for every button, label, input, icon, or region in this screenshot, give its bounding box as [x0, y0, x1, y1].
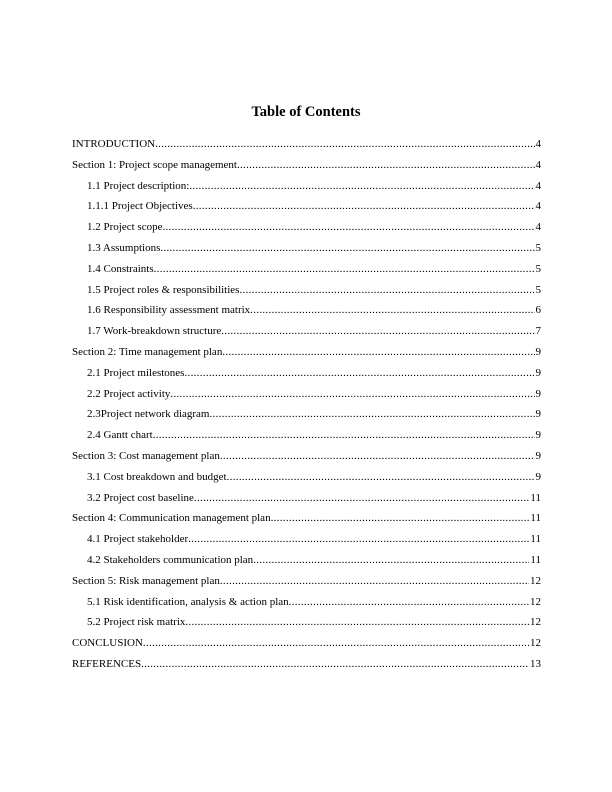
toc-entry-section-2[interactable]: [72, 342, 541, 363]
toc-entry-title: CONCLUSION: [72, 637, 143, 650]
toc-entry-section-3[interactable]: [72, 446, 541, 467]
toc-entry-conclusion[interactable]: [72, 633, 541, 654]
toc-entry-page: 5: [535, 262, 541, 275]
toc-entry-section-5[interactable]: [72, 571, 541, 592]
dot-leader: [220, 446, 535, 467]
toc-entry-page: 9: [535, 449, 541, 462]
toc-entry-page: 5: [535, 241, 541, 254]
toc-entry-title: 1.1 Project description:: [87, 179, 190, 192]
dot-leader: [222, 342, 534, 363]
dot-leader: [194, 488, 529, 509]
toc-entry-page: 4: [535, 158, 541, 171]
toc-entry-title: REFERENCES: [72, 657, 142, 670]
toc-entry-title: 1.4 Constraints: [87, 262, 154, 275]
toc-entry-1-6[interactable]: [72, 300, 541, 321]
toc-entry-2-2[interactable]: [72, 384, 541, 405]
toc-entry-5-2[interactable]: [72, 612, 541, 633]
toc-entry-page: 12: [530, 616, 541, 629]
toc-entry-page: 12: [530, 637, 541, 650]
toc-entry-page: 4: [535, 221, 541, 234]
dot-leader: [155, 134, 534, 155]
toc-entry-title: 2.2 Project activity: [87, 387, 171, 400]
toc-entry-1-7[interactable]: [72, 321, 541, 342]
toc-entry-title: 2.4 Gantt chart: [87, 429, 153, 442]
toc-entry-page: 4: [535, 179, 541, 192]
toc-entry-1-3[interactable]: [72, 238, 541, 259]
toc-entry-page: 9: [535, 366, 541, 379]
toc-entry-page: 9: [535, 470, 541, 483]
toc-entry-title: 1.2 Project scope: [87, 221, 163, 234]
toc-entry-title: Section 4: Communication management plan: [72, 512, 271, 525]
dot-leader: [188, 529, 529, 550]
toc-entry-1-1[interactable]: [72, 176, 541, 197]
toc-entry-title: 1.1.1 Project Objectives: [87, 200, 193, 213]
toc-entry-title: Section 1: Project scope management: [72, 158, 237, 171]
toc-entry-page: 9: [535, 429, 541, 442]
toc-entry-title: 1.5 Project roles & responsibilities: [87, 283, 240, 296]
toc-entry-page: 13: [530, 657, 541, 670]
toc-entry-title: 4.1 Project stakeholder: [87, 533, 189, 546]
toc-heading: Table of Contents: [251, 104, 361, 120]
toc-entry-page: 11: [530, 553, 541, 566]
dot-leader: [289, 592, 529, 613]
toc-entry-1-4[interactable]: [72, 259, 541, 280]
toc-entry-title: Section 3: Cost management plan: [72, 449, 220, 462]
toc-entry-page: 9: [535, 408, 541, 421]
dot-leader: [237, 155, 535, 176]
toc-list: [72, 134, 541, 675]
toc-entry-page: 12: [530, 574, 541, 587]
toc-entry-title: 2.3Project network diagram: [87, 408, 210, 421]
toc-entry-2-1[interactable]: [72, 363, 541, 384]
dot-leader: [170, 384, 534, 405]
toc-entry-references[interactable]: [72, 654, 541, 675]
toc-entry-page: 11: [530, 512, 541, 525]
toc-entry-2-4[interactable]: [72, 425, 541, 446]
toc-entry-5-1[interactable]: [72, 592, 541, 613]
toc-entry-page: 4: [535, 200, 541, 213]
toc-entry-title: INTRODUCTION: [72, 138, 156, 150]
dot-leader: [162, 217, 534, 238]
toc-entry-section-1[interactable]: [72, 155, 541, 176]
toc-entry-page: 6: [535, 304, 541, 317]
toc-entry-3-2[interactable]: [72, 488, 541, 509]
dot-leader: [239, 280, 534, 301]
dot-leader: [271, 508, 530, 529]
toc-entry-page: 9: [535, 345, 541, 358]
toc-entry-1-5[interactable]: [72, 280, 541, 301]
toc-entry-title: Section 5: Risk management plan: [72, 574, 220, 587]
toc-entry-title: 1.6 Responsibility assessment matrix: [87, 304, 251, 317]
toc-entry-page: 4: [535, 138, 541, 150]
toc-entry-page: 11: [530, 491, 541, 504]
toc-entry-page: 7: [535, 325, 541, 338]
toc-entry-title: 5.2 Project risk matrix: [87, 616, 186, 629]
toc-entry-page: 11: [530, 533, 541, 546]
dot-leader: [185, 612, 529, 633]
dot-leader: [193, 196, 535, 217]
toc-entry-page: 12: [530, 595, 541, 608]
dot-leader: [143, 633, 529, 654]
dot-leader: [210, 404, 535, 425]
toc-entry-title: 1.7 Work-breakdown structure: [87, 325, 222, 338]
toc-entry-4-1[interactable]: [72, 529, 541, 550]
dot-leader: [227, 467, 535, 488]
toc-entry-2-3[interactable]: [72, 404, 541, 425]
toc-entry-1-1-1[interactable]: [72, 196, 541, 217]
toc-entry-introduction[interactable]: [72, 134, 541, 155]
dot-leader: [154, 259, 535, 280]
dot-leader: [221, 321, 534, 342]
toc-entry-page: 9: [535, 387, 541, 400]
toc-entry-3-1[interactable]: [72, 467, 541, 488]
dot-leader: [160, 238, 534, 259]
toc-entry-title: 5.1 Risk identification, analysis & action plan: [87, 595, 289, 608]
toc-entry-title: 1.3 Assumptions: [87, 241, 161, 254]
toc-entry-title: 3.1 Cost breakdown and budget: [87, 470, 227, 483]
dot-leader: [250, 300, 534, 321]
dot-leader: [189, 176, 534, 197]
toc-entry-section-4[interactable]: [72, 508, 541, 529]
toc-entry-title: 2.1 Project milestones: [87, 366, 185, 379]
dot-leader: [141, 654, 529, 675]
dot-leader: [184, 363, 534, 384]
toc-entry-page: 5: [535, 283, 541, 296]
toc-entry-4-2[interactable]: [72, 550, 541, 571]
toc-entry-title: Section 2: Time management plan: [72, 345, 223, 358]
dot-leader: [253, 550, 529, 571]
toc-entry-title: 4.2 Stakeholders communication plan: [87, 553, 254, 566]
dot-leader: [220, 571, 529, 592]
toc-entry-title: 3.2 Project cost baseline: [87, 491, 194, 504]
dot-leader: [153, 425, 535, 446]
toc-entry-1-2[interactable]: [72, 217, 541, 238]
